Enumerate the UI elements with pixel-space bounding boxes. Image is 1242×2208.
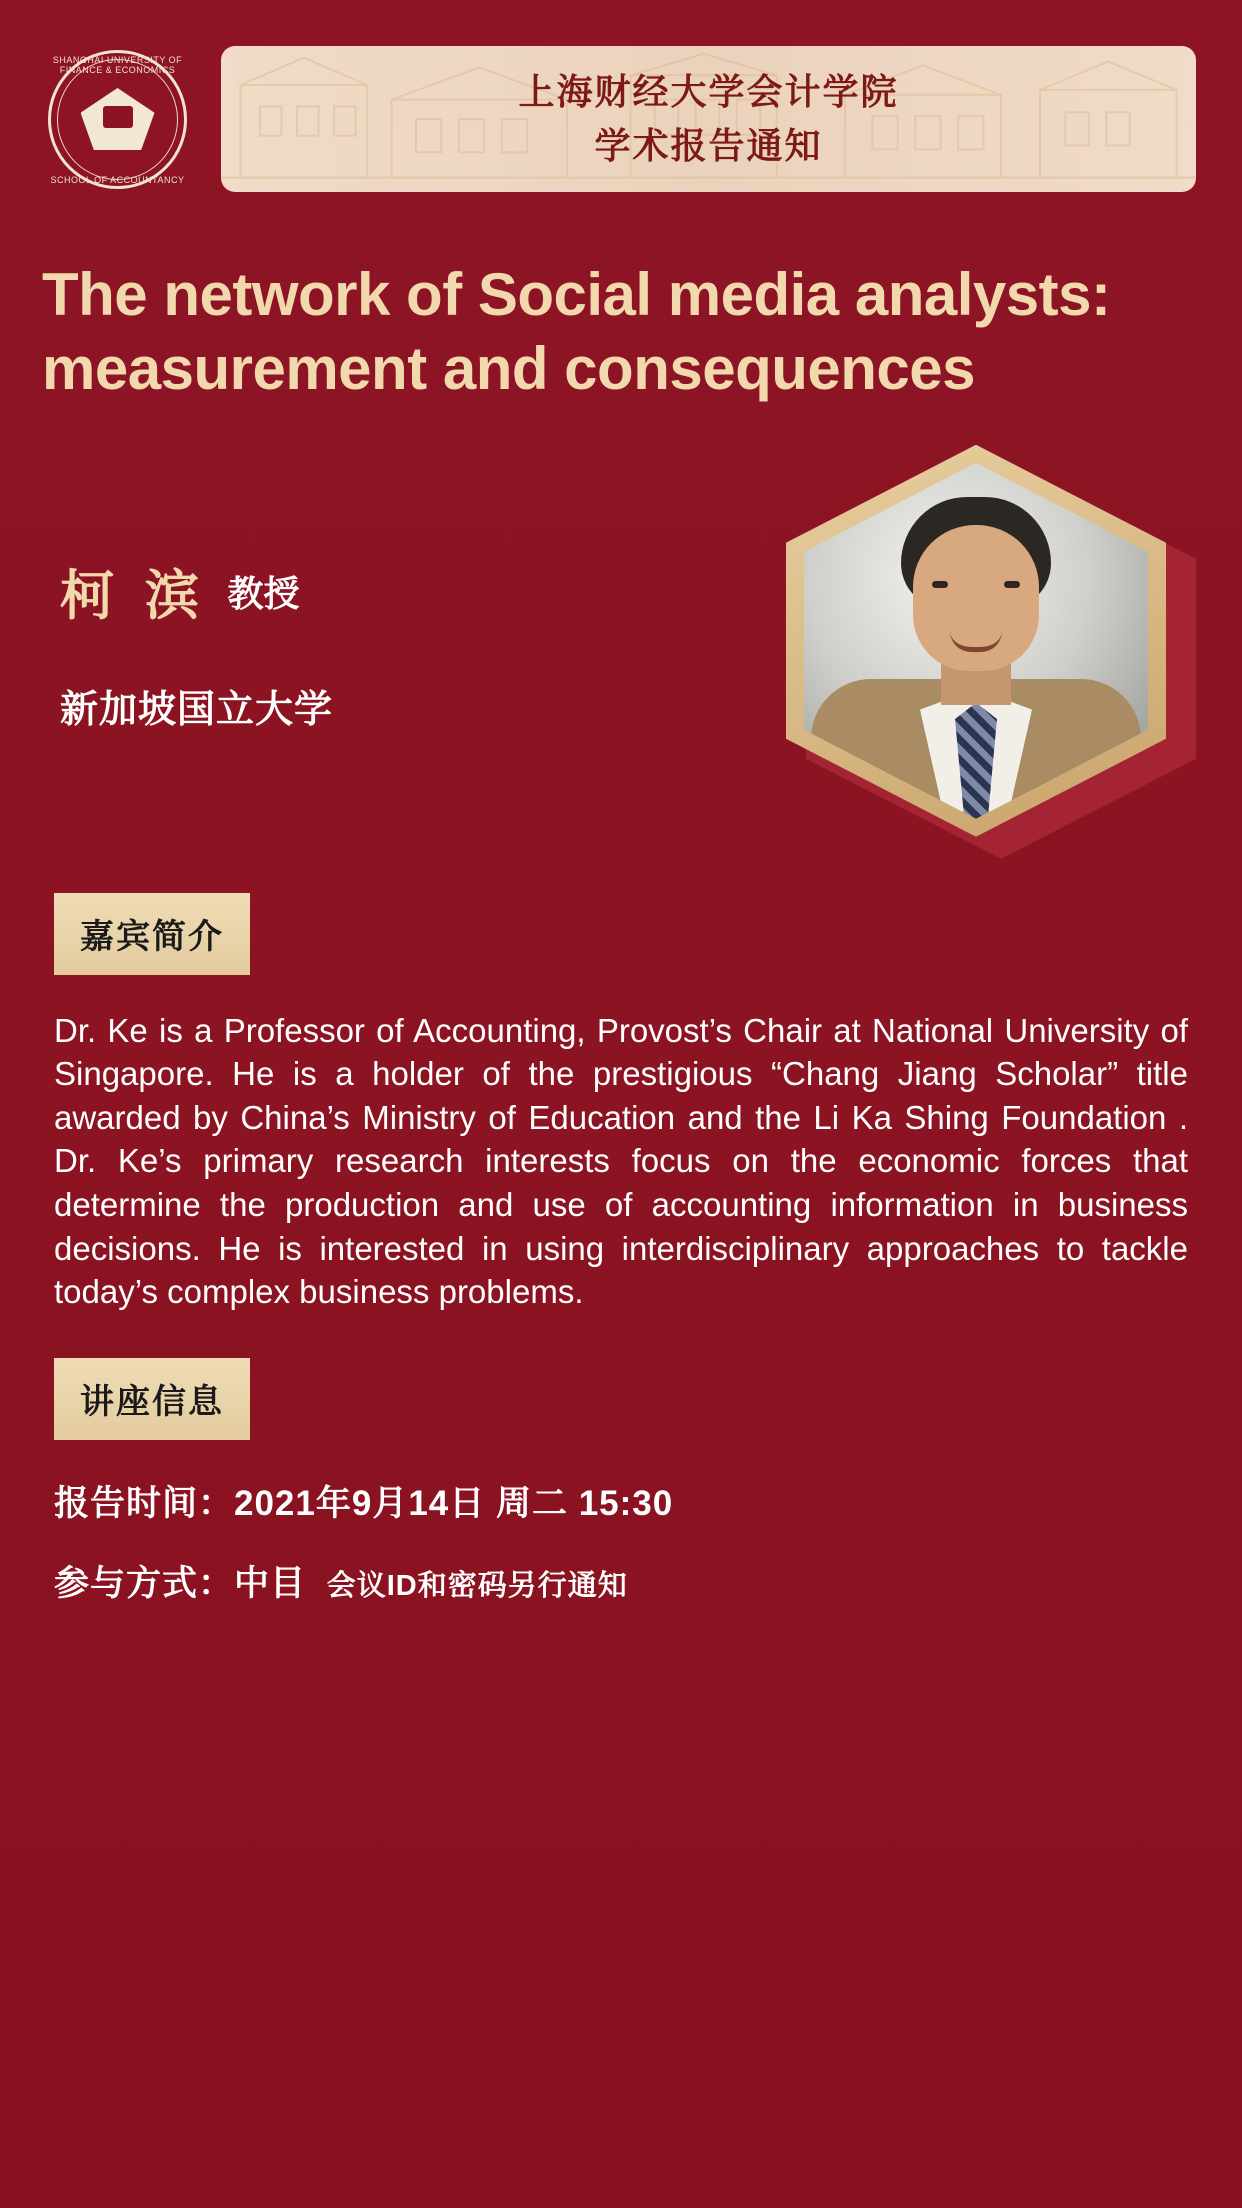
portrait-photo	[804, 463, 1148, 819]
info-time: 报告时间：2021年9月14日 周二 15:30	[54, 1483, 674, 1523]
bio-section	[0, 893, 1242, 1314]
speaker-name: 柯 滨	[60, 565, 208, 626]
logo-bottom-text: SCHOOL OF ACCOUNTANCY	[50, 174, 185, 185]
header-banner	[221, 46, 1196, 192]
portrait-eye-right	[1004, 581, 1020, 588]
speaker-portrait	[776, 445, 1196, 875]
university-logo	[40, 42, 195, 197]
info-section-tag: 讲座信息	[54, 1358, 250, 1440]
info-join-row	[54, 1556, 1242, 1606]
bio-text: Dr. Ke is a Professor of Accounting, Provost’s Chair at National University of Singapore. He is a holder of the prestigious “Chang Jiang Scholar” title awarded by China’s Ministry of Education and the Li Ka Shing Foundation . Dr. Ke’s primary research interests focus on the economic forces that determine the production and use of accounting information in business decisions. He is interested in using interdisciplinary approaches to tackle today’s complex business problems.	[54, 1011, 1188, 1311]
bio-section-tag: 嘉宾简介	[54, 893, 250, 975]
speaker-info	[60, 553, 333, 733]
info-join-note: 会议ID和密码另行通知	[326, 1569, 628, 1602]
logo-top-text: SHANGHAI UNIVERSITY OF FINANCE & ECONOMICS	[52, 54, 183, 75]
poster-header	[0, 0, 1242, 200]
speaker-affiliation: 新加坡国立大学	[60, 688, 334, 731]
portrait-eye-left	[932, 581, 948, 588]
lecture-title: The network of Social media analysts: measurement and consequences	[42, 261, 1111, 403]
speaker-rank: 教授	[227, 572, 300, 614]
info-section	[0, 1358, 1242, 1606]
banner-line-1: 上海财经大学会计学院	[518, 71, 899, 112]
info-join-label: 参与方式：中目	[54, 1563, 307, 1603]
banner-line-2: 学术报告通知	[594, 125, 823, 166]
info-details	[54, 1476, 1242, 1606]
speaker-section	[0, 467, 1242, 867]
